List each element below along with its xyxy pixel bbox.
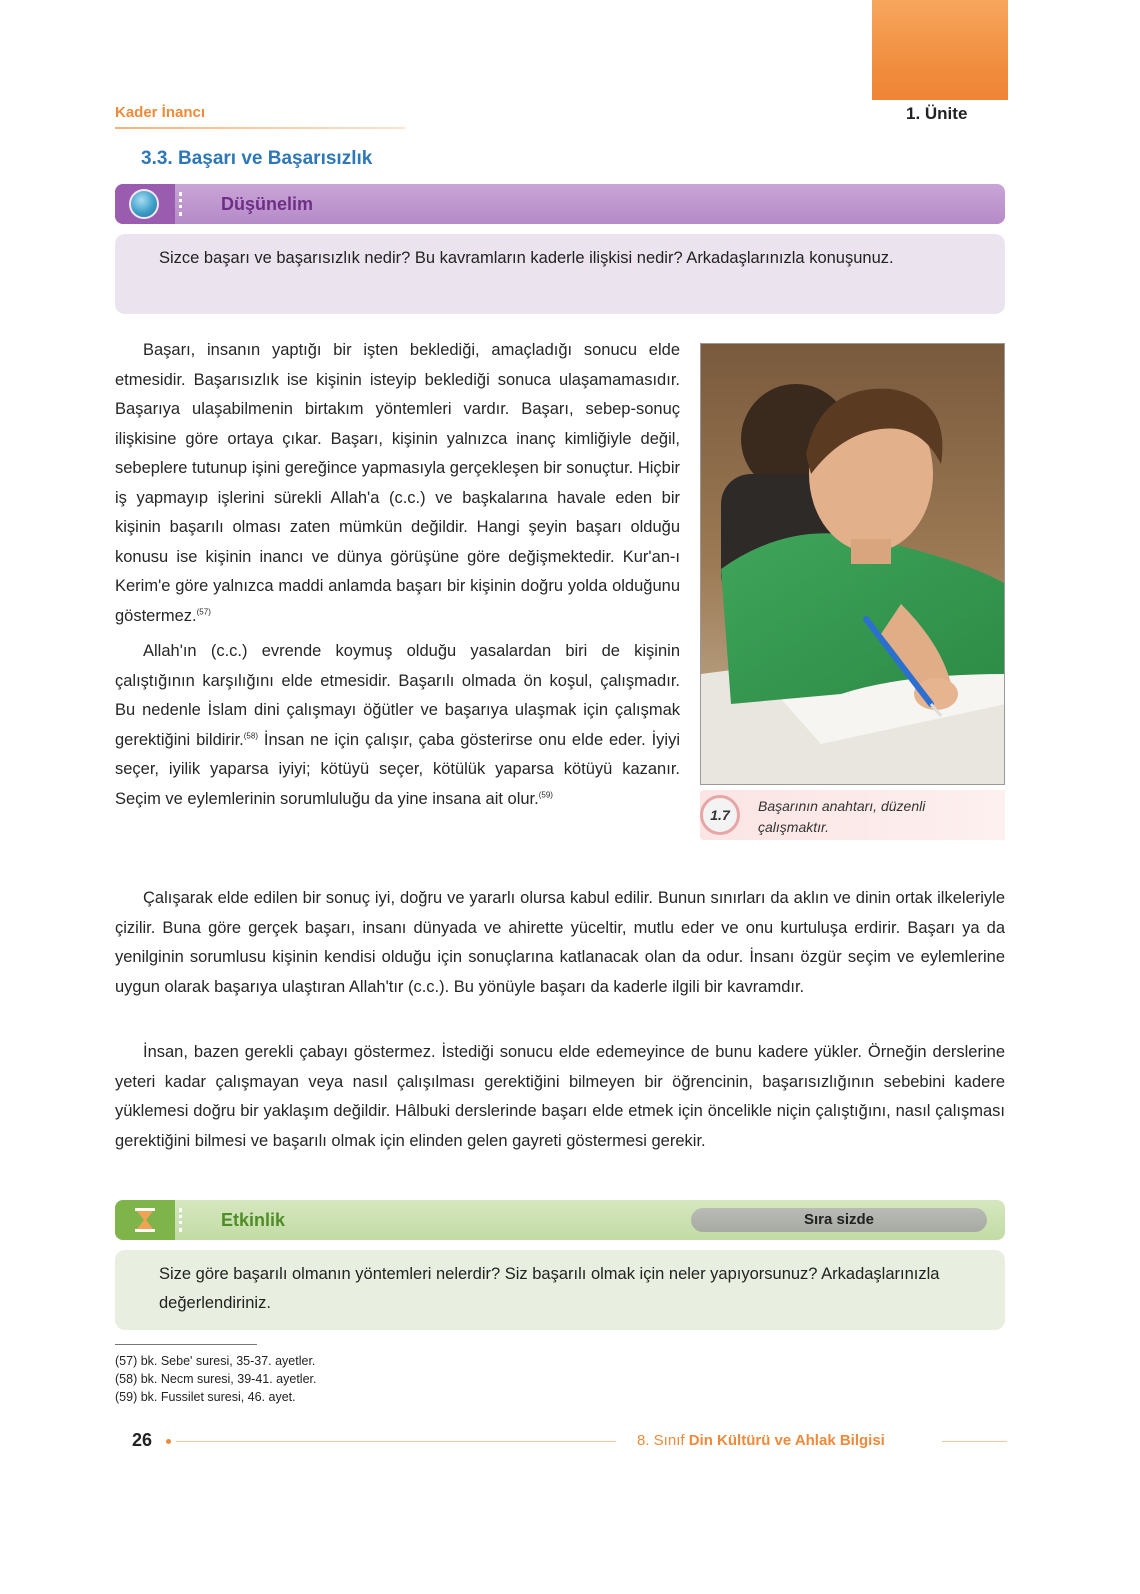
footnotes: [115, 1352, 316, 1406]
paragraph-3: [115, 884, 1005, 1002]
footer-rule-right: [942, 1441, 1007, 1442]
paragraph-2-text-b: İnsan ne için çalışır, çaba gösterirse onu elde eder. İyiyi seçer, iyilik yaparsa iyiyi; kötüyü seçer, kötülük yaparsa kötüyü kazanır. Seçim ve eylemlerinin sorumluluğu da yine insana ait olur.: [115, 730, 680, 808]
activity-question: Size göre başarılı olmanın yöntemleri nelerdir? Siz başarılı olmak için neler yapıyorsunuz? Arkadaşlarınızla değerlendiriniz.: [159, 1265, 940, 1312]
paragraph-1: [115, 336, 680, 631]
paragraph-1-text: Başarı, insanın yaptığı bir işten beklediği, amaçladığı sonucu elde etmesidir. Başarısızlık ise kişinin isteyip beklediği sonuca ulaşamamasıdır. Başarıya ulaşabilmenin birtakım yöntemleri vardır. Başarı, sebep-sonuç ilişkisine göre ortaya çıkar. Başarı, kişinin yalnızca inanç kimliğiyle değil, sebeplere tutunup işini gereğince yapmasıyla gerçekleşen bir sonuçtur. Hiçbir iş yapmayıp işlerini sürekli Allah'a (c.c.) ve başkalarına havale eden bir kişinin başarılı olması zaten mümkün değildir. Hangi şeyin başarı olduğu konusu ise kişinin inancı ve dünya görüşüne göre değişmektedir. Kur'an-ı Kerim'e göre yalnızca maddi anlamda başarı bir kişinin doğru yolda olduğunu göstermez.: [115, 341, 680, 625]
paragraph-3-text: Çalışarak elde edilen bir sonuç iyi, doğru ve yararlı olursa kabul edilir. Bunun sınırları da aklın ve dinin ortak ilkeleriyle çizilir. Buna göre gerçek başarı, insanı dünyada ve ahirette yüceltir, mutlu eder ve onu kurtuluşa erdirir. Başarı ya da yenilginin sorumlusu kişinin kendisi olduğu için sonuçlarına katlanacak olan da odur. İnsanı özgür seçim ve eylemlerine uygun olarak başarıya ulaştıran Allah'tır (c.c.). Bu yönüyle başarı da kaderle ilgili bir kavramdır.: [115, 889, 1005, 996]
figure-caption-text: Başarının anahtarı, düzenli çalışmaktır.: [758, 798, 926, 835]
section-title: 3.3. Başarı ve Başarısızlık: [141, 148, 373, 169]
running-title-rule: [115, 127, 405, 129]
paragraph-2-text-a: Allah'ın (c.c.) evrende koymuş olduğu yasalardan biri de kişinin çalıştığının karşılığını elde etmesidir. Başarılı olmada ön koşul, çalışmadır. Bu nedenle İslam dini çalışmayı öğütler ve başarıya ulaşmak için çalışmak gerektiğini bildirir.: [115, 642, 680, 749]
unit-label: 1. Ünite: [872, 100, 1008, 128]
footer-book-title: [637, 1432, 885, 1449]
figure-caption: [700, 790, 1005, 840]
activity-tag: Sıra sizde: [691, 1208, 987, 1232]
globe-icon: [129, 189, 159, 219]
figure-number-badge: 1.7: [700, 795, 740, 835]
dotted-separator: [179, 1208, 185, 1232]
paragraph-4-text: İnsan, bazen gerekli çabayı göstermez. İstediği sonucu elde edemeyince de bunu kadere yükler. Örneğin derslerine yeteri kadar çalışmayan veya nasıl çalışılması gerektiğini bilmeyen bir öğrencinin, başarısızlığının sebebini kadere yüklemesi doğru bir yaklaşım değildir. Hâlbuki derslerinde başarı elde etmek için öncelikle niçin çalıştığını, nasıl çalışması gerektiğini bilmesi ve başarılı olmak için elinden gelen gayreti göstermesi gerekir.: [115, 1043, 1005, 1150]
footnote-ref-59[interactable]: (59): [538, 790, 553, 799]
paragraph-4: [115, 1038, 1005, 1156]
activity-box: [115, 1250, 1005, 1330]
running-title: Kader İnancı: [115, 104, 206, 121]
think-header-bar: [115, 184, 1005, 224]
footer-rule-left: [176, 1441, 616, 1442]
footnote-57: (57) bk. Sebe' suresi, 35-37. ayetler.: [115, 1354, 316, 1368]
activity-icon-box: [115, 1200, 175, 1240]
footer-course: Din Kültürü ve Ahlak Bilgisi: [688, 1432, 885, 1449]
page-number: 26: [132, 1430, 153, 1450]
think-box: [115, 234, 1005, 314]
hourglass-icon: [129, 1204, 161, 1236]
footer-dot: [166, 1439, 171, 1444]
footer-grade: 8. Sınıf: [637, 1432, 689, 1449]
footnote-ref-57[interactable]: (57): [196, 607, 211, 616]
think-icon-box: [115, 184, 175, 224]
activity-header-bar: [115, 1200, 1005, 1240]
footnote-58: (58) bk. Necm suresi, 39-41. ayetler.: [115, 1372, 317, 1386]
think-label: Düşünelim: [221, 194, 314, 214]
student-writing-photo: [700, 343, 1005, 785]
paragraph-2: [115, 637, 680, 814]
footnote-rule: [115, 1344, 257, 1345]
dotted-separator: [179, 192, 185, 216]
footnote-59: (59) bk. Fussilet suresi, 46. ayet.: [115, 1390, 296, 1404]
footnote-ref-58[interactable]: (58): [243, 731, 258, 740]
think-question: Sizce başarı ve başarısızlık nedir? Bu kavramların kaderle ilişkisi nedir? Arkadaşlarınızla konuşunuz.: [159, 249, 894, 267]
activity-label: Etkinlik: [221, 1210, 286, 1230]
main-text-column: [115, 336, 680, 820]
